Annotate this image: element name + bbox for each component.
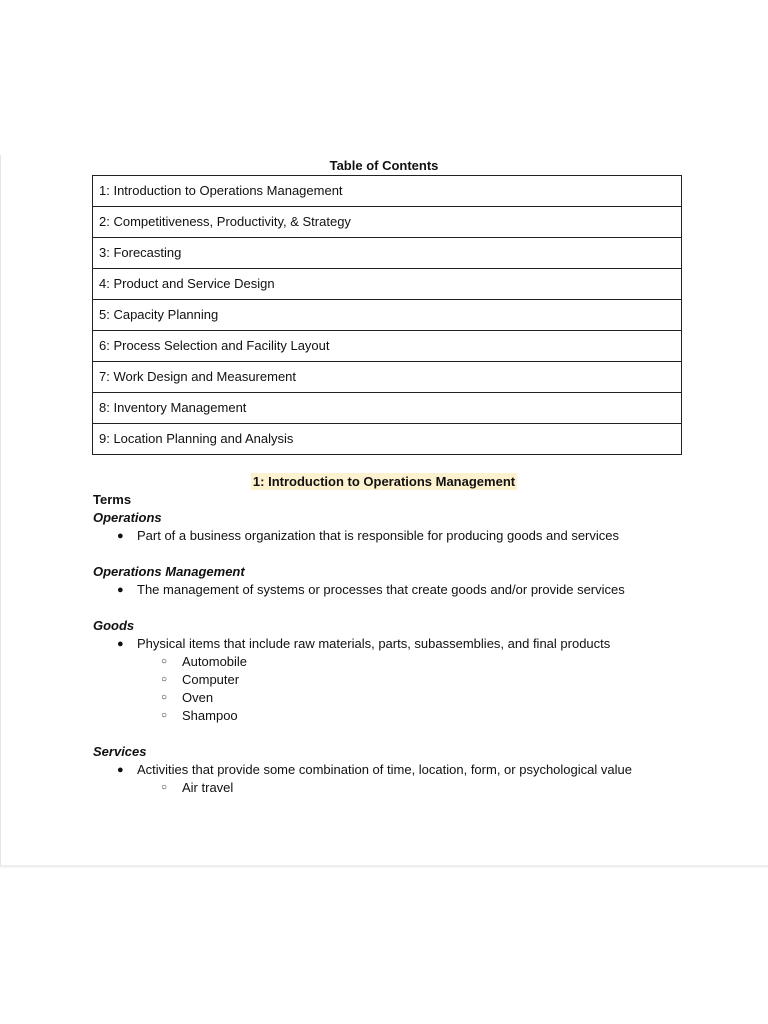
toc-row [93,300,682,331]
toc-row [93,238,682,269]
bullet-icon: ● [117,584,124,596]
example-text: Computer [182,672,240,687]
hollow-bullet-icon: ○ [161,710,168,721]
definition-item [93,581,693,599]
term-name: Goods [93,618,135,633]
example-item [93,671,693,689]
example-list [93,779,693,797]
toc-entry[interactable]: 5: Capacity Planning [93,300,682,331]
example-list [93,653,693,725]
terms-label: Terms [93,492,132,507]
hollow-bullet-icon: ○ [161,674,168,685]
toc-table [92,175,682,455]
toc-entry[interactable]: 3: Forecasting [93,238,682,269]
toc-row [93,207,682,238]
hollow-bullet-icon: ○ [161,692,168,703]
definition-item [93,761,693,779]
toc-row [93,269,682,300]
toc-entry[interactable]: 6: Process Selection and Facility Layout [93,331,682,362]
definition-text: Part of a business organization that is responsible for producing goods and services [137,528,620,543]
example-item [93,689,693,707]
term-name: Operations Management [93,564,245,579]
toc-row [93,362,682,393]
bullet-icon: ● [117,764,124,776]
term-name: Services [93,744,147,759]
example-text: Shampoo [182,708,238,723]
toc-row [93,424,682,455]
section-heading [0,473,768,491]
example-item [93,779,693,797]
example-item [93,707,693,725]
bullet-icon: ● [117,638,124,650]
example-text: Oven [182,690,214,705]
toc-row [93,393,682,424]
toc-entry[interactable]: 1: Introduction to Operations Management [93,176,682,207]
definition-item [93,635,693,653]
toc-entry[interactable]: 7: Work Design and Measurement [93,362,682,393]
example-text: Automobile [182,654,248,669]
page-edge [0,865,768,868]
section-content [93,491,693,797]
term-definition-list [93,581,693,599]
toc-row [93,331,682,362]
definition-text: Activities that provide some combination of time, location, form, or psychological value [137,762,632,777]
example-text: Air travel [182,780,234,795]
toc-entry[interactable]: 4: Product and Service Design [93,269,682,300]
toc-title: Table of Contents [329,158,439,173]
toc-entry[interactable]: 9: Location Planning and Analysis [93,424,682,455]
definition-item [93,527,693,545]
definition-text: The management of systems or processes that create goods and/or provide services [137,582,625,597]
toc-row [93,176,682,207]
section-heading-text: 1: Introduction to Operations Management [252,474,516,489]
toc-entry[interactable]: 2: Competitiveness, Productivity, & Strategy [93,207,682,238]
term-definition-list [93,761,693,779]
hollow-bullet-icon: ○ [161,782,168,793]
bullet-icon: ● [117,530,124,542]
term-name: Operations [93,510,162,525]
example-item [93,653,693,671]
term-definition-list [93,527,693,545]
term-definition-list [93,635,693,653]
toc-entry[interactable]: 8: Inventory Management [93,393,682,424]
hollow-bullet-icon: ○ [161,656,168,667]
definition-text: Physical items that include raw materials, parts, subassemblies, and final products [137,636,611,651]
